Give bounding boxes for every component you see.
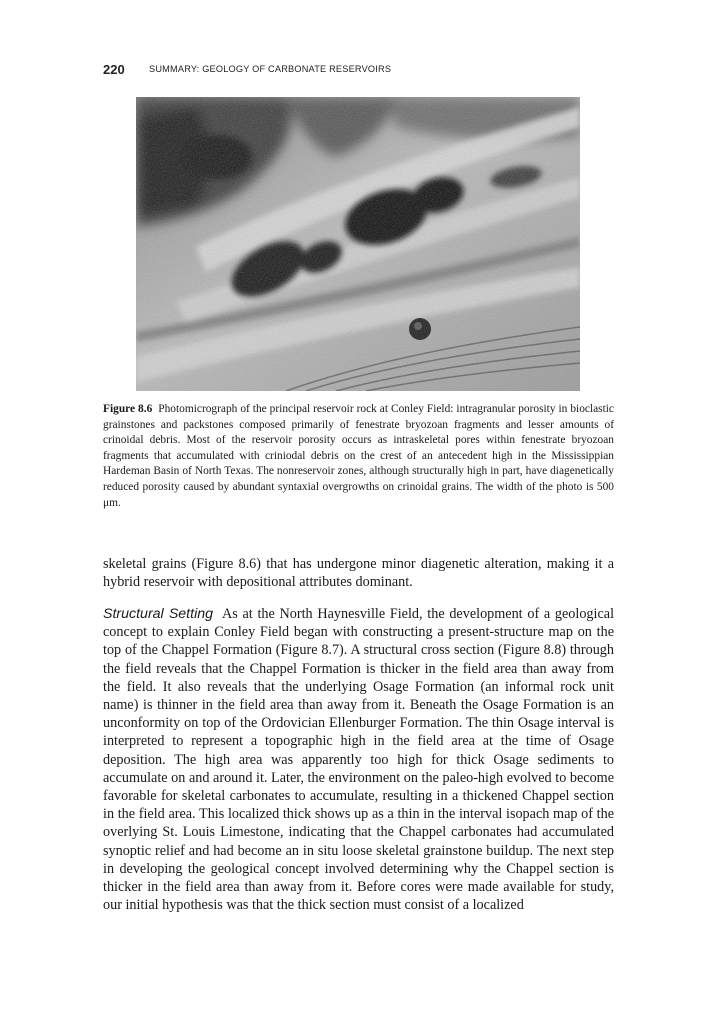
running-head: SUMMARY: GEOLOGY OF CARBONATE RESERVOIRS [149,64,392,74]
paragraph-text: As at the North Haynesville Field, the development of a geological concept to explain Conley Field began with constructing a present-structure map on the top of the Chappel Formation (Figure 8.7). A structural cross section (Figure 8.8) through the field reveals that the Chappel Formation is thicker in the field area than away from the field. It also reveals that the underlying Osage Formation (an informal rock unit name) is thinner in the field area than away from it. Beneath the Osage Formation is an unconformity on top of the Ordovician Ellenburger Formation. The thin Osage interval is interpreted to represent a topographic high in the field area at the time of Osage deposition. The high area was apparently too high for thick Osage sediments to accumulate on and around it. Later, the environment on the paleo-high evolved to become favorable for skeletal carbonates to accumulate, resulting in a thickened Chappel section in the field area. This localized thick shows up as a thin in the interval isopach map of the overlying St. Louis Limestone, indicating that the Chappel carbonates had accumulated synoptic relief and had become an in situ loose skeletal grainstone buildup. The next step in developing the geological concept involved determining why the Chappel section is thicker in the field area than away from it. Before cores were made available for study, our initial hypothesis was that the thick section must consist of a localized [103,606,615,914]
figure-label: Figure 8.6 [103,403,153,415]
photomicrograph-image [136,97,580,391]
page-number: 220 [103,62,125,77]
body-paragraph-structural-setting [103,605,614,914]
figure-caption [103,402,614,511]
figure-caption-text: Photomicrograph of the principal reservoir rock at Conley Field: intragranular porosity in bioclastic grainstones and packstones composed primarily of fenestrate bryozoan fragments and lesser amounts of crinoidal debris. Most of the reservoir porosity occurs as intraskeletal pores within fenestrate bryozoan fragments that accumulated with criniodal debris on the crest of an antecedent high in the Mississippian Hardeman Basin of North Texas. The nonreservoir zones, although structurally high in part, have diagenetically reduced porosity caused by abundant syntaxial overgrowths on crinoidal grains. The width of the photo is 500 μm. [103,403,614,509]
page-header [103,62,626,78]
section-title: Structural Setting [103,606,214,622]
body-paragraph: skeletal grains (Figure 8.6) that has undergone minor diagenetic alteration, making it a hybrid reservoir with depositional attributes dominant. [103,556,614,591]
